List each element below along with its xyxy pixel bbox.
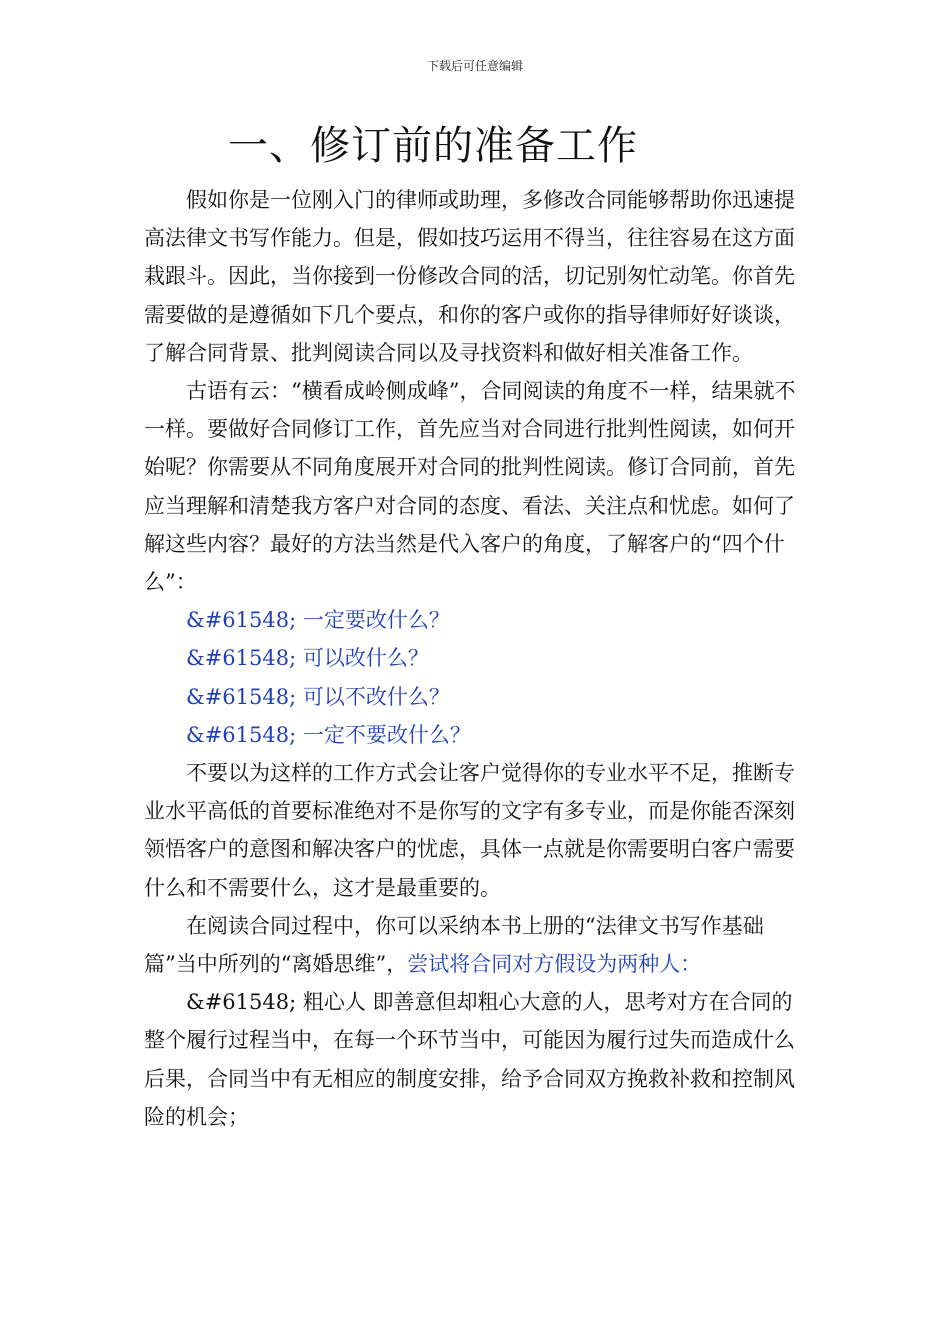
page-header: 下载后可任意编辑 [426, 59, 523, 73]
list-item: &#61548; 可以改什么？ [186, 646, 429, 671]
section-title: 一、修订前的准备工作 [228, 123, 638, 169]
list-item: &#61548; 一定要改什么？ [186, 608, 450, 633]
document-body [144, 181, 796, 1136]
paragraph-reading: 古语有云：“横看成岭侧成峰”，合同阅读的角度不一样，结果就不一样。要做好合同修订工作，首先应当对合同进行批判性阅读，如何开始呢？你需要从不同角度展开对合同的批判性阅读。修订合同前，首先应当理解和清楚我方客户对合同的态度、看法、关注点和忧虑。如何了解这些内容？最好的方法当然是代入客户的角度，了解客户的“四个什么”： [144, 379, 796, 595]
paragraph-professionalism: 不要以为这样的工作方式会让客户觉得你的专业水平不足，推断专业水平高低的首要标准绝对不是你写的文字有多专业，而是你能否深刻领悟客户的意图和解决客户的忧虑，具体一点就是你需要明白客户需要什么和不需要什么，这才是最重要的。 [144, 761, 795, 900]
highlighted-text: 尝试将合同对方假设为两种人： [407, 952, 702, 977]
paragraph-careless-person: &#61548; 粗心人 即善意但却粗心大意的人，思考对方在合同的整个履行过程当中，在每一个环节当中，可能因为履行过失而造成什么后果，合同当中有无相应的制度安排，给予合同双方挽救补救和控制风险的机会； [144, 990, 795, 1129]
list-item: &#61548; 可以不改什么？ [186, 684, 450, 709]
list-item: &#61548; 一定不要改什么？ [186, 722, 471, 747]
paragraph-divorce-thinking [144, 907, 796, 983]
paragraph-text: 在阅读合同过程中，你可以采纳本书上册的“法律文书写作基础篇”当中所列的“离婚思维”， [144, 913, 764, 977]
paragraph-intro: 假如你是一位刚入门的律师或助理，多修改合同能够帮助你迅速提高法律文书写作能力。但是，假如技巧运用不得当，往往容易在这方面栽跟斗。因此，当你接到一份修改合同的活，切记别匆忙动笔。你首先需要做的是遵循如下几个要点，和你的客户或你的指导律师好好谈谈，了解合同背景、批判阅读合同以及寻找资料和做好相关准备工作。 [144, 188, 795, 365]
